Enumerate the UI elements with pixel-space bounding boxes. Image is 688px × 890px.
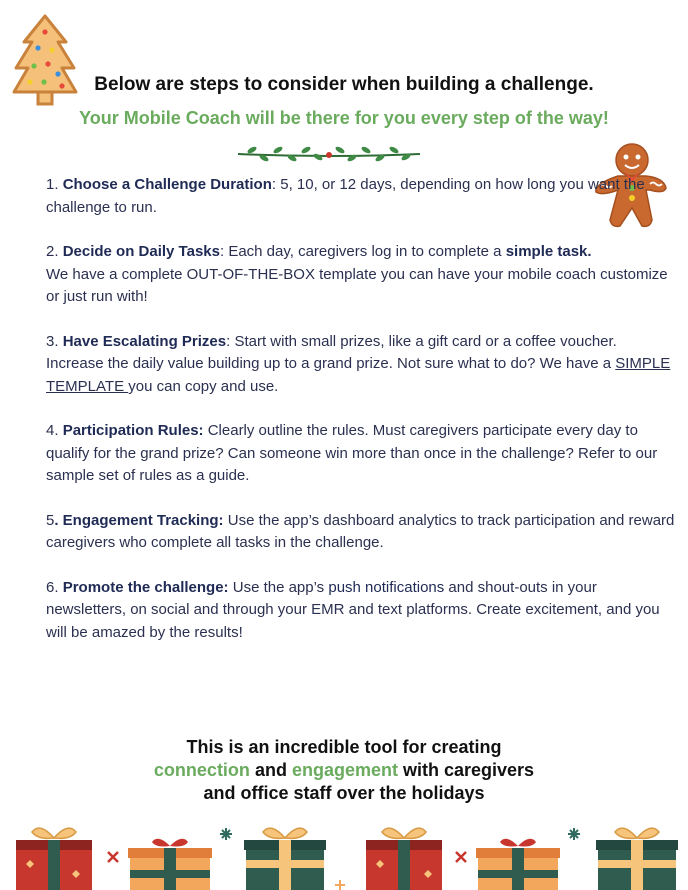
page-subtitle: Your Mobile Coach will be there for you every step of the way! <box>79 108 609 128</box>
gift-box-icon <box>128 839 212 890</box>
step-heading: Choose a Challenge Duration <box>62 176 272 193</box>
simple-template-link[interactable]: SIMPLE TEMPLATE <box>46 355 671 395</box>
step-text: Clearly outline the rules. Must caregivers participate every day to qualify for the grand prize? Can someone win more than once in the challenge? Refer to our sample set of rules as a guide. <box>46 422 658 484</box>
gift-box-icon <box>16 828 92 890</box>
closing-engagement: engagement <box>291 760 398 780</box>
step-text: : Each day, caregivers log in to complete a <box>219 243 506 260</box>
step-4 <box>46 420 676 488</box>
step-heading: . Engagement Tracking: <box>54 511 224 529</box>
step-heading: Decide on Daily Tasks <box>62 243 220 260</box>
closing-and: and <box>249 760 292 780</box>
step-text-continued: We have a complete OUT-OF-THE-BOX template you can have your mobile coach customize or just run with! <box>46 265 668 305</box>
step-emphasis: push notifications <box>328 578 445 596</box>
step-text-continued: and shout-outs in your newsletters, on social and through your EMR and text platforms. Create excitement, and you will be amazed by the results! <box>46 578 660 641</box>
closing-line-1: This is an incredible tool for creating <box>186 737 502 757</box>
step-2 <box>46 241 676 309</box>
gift-box-icon <box>366 828 442 890</box>
step-heading: Promote the challenge: <box>62 578 229 596</box>
step-number: 3. <box>46 332 59 350</box>
gift-box-icon <box>476 839 560 890</box>
closing-message <box>0 736 688 805</box>
closing-line-3: and office staff over the holidays <box>203 783 485 803</box>
closing-connection: connection <box>153 760 250 780</box>
gift-box-icon <box>244 828 326 890</box>
gift-box-icon <box>596 828 678 890</box>
step-1 <box>46 174 676 219</box>
step-number: 1. <box>46 176 59 193</box>
step-heading: Have Escalating Prizes <box>62 332 227 350</box>
step-number: 4. <box>46 422 59 439</box>
steps-list <box>46 174 676 666</box>
step-6 <box>46 577 676 645</box>
step-5 <box>46 510 676 555</box>
step-emphasis: simple task. <box>505 243 592 260</box>
closing-with: with caregivers <box>397 760 535 780</box>
step-number: 2. <box>46 243 59 260</box>
closing-line-2 <box>0 759 688 782</box>
step-text: : Start with small prizes, like a gift card or a coffee voucher. Increase the daily value building up to a grand prize. Not sure what to do? We have a <box>46 332 617 372</box>
step-number: 6. <box>46 578 59 596</box>
page-title: Below are steps to consider when building a challenge. <box>94 74 594 95</box>
step-text: Use the app’s <box>228 578 329 596</box>
step-heading: Participation Rules: <box>62 422 204 439</box>
gift-boxes-decoration <box>0 818 688 890</box>
step-text: : 5, 10, or 12 days, depending on how long you want the challenge to run. <box>46 176 645 216</box>
garland-divider-icon <box>234 142 424 166</box>
step-text: Use the app’s dashboard analytics to track participation and reward caregivers who complete all tasks in the challenge. <box>46 511 675 551</box>
step-text-continued: you can copy and use. <box>128 377 279 395</box>
step-number: 5 <box>46 511 55 529</box>
step-3 <box>46 331 676 399</box>
